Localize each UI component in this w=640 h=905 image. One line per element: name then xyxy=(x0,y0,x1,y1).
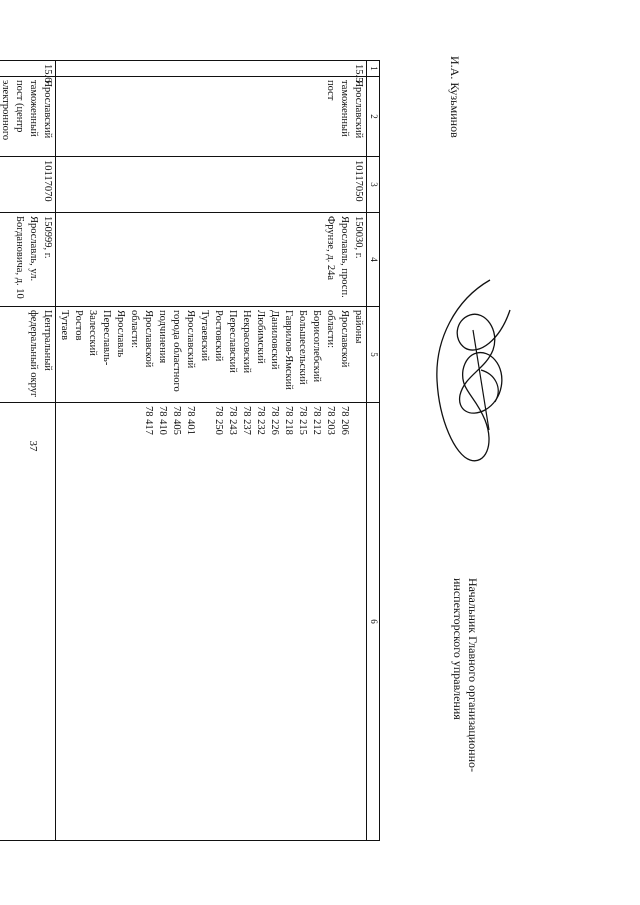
list-item: Ростов xyxy=(73,310,84,341)
list-item: Некрасовский xyxy=(241,310,252,374)
territory-names xyxy=(56,307,366,402)
list-item: Любимский xyxy=(255,310,266,364)
code-item: 78 212 xyxy=(311,406,322,435)
code-item: 78 243 xyxy=(227,406,238,435)
header-row xyxy=(367,61,380,841)
post-name: Ярославский таможенный пост xyxy=(56,77,367,157)
list-item: Ярославль xyxy=(115,310,126,358)
post-address: 150999, г. Ярославль, ул. Богдановича, д. 10 xyxy=(0,213,56,307)
code-list xyxy=(141,406,365,837)
list-item: Большесельский xyxy=(297,310,308,385)
code-item: 78 218 xyxy=(283,406,294,435)
row-number: 15.5 xyxy=(56,61,367,77)
post-code: 10117070 xyxy=(0,157,56,213)
oktmo-codes xyxy=(56,403,367,841)
header-cell: 3 xyxy=(367,157,380,213)
code-item: 78 237 xyxy=(241,406,252,435)
rotated-table-frame xyxy=(0,60,380,840)
code-item: 78 215 xyxy=(297,406,308,435)
list-item: Борисоглебский xyxy=(311,310,322,383)
header-cell: 6 xyxy=(367,403,380,841)
code-item: 78 203 xyxy=(325,406,336,435)
customs-table xyxy=(0,60,380,841)
list-item: Тутаев xyxy=(59,310,70,341)
header-cell: 2 xyxy=(367,77,380,157)
list-item: Тутаевский xyxy=(199,310,210,362)
header-cell: 5 xyxy=(367,307,380,403)
signatory-title: Начальник Главного организационно-инспекторского управления xyxy=(451,578,480,773)
post-code: 10117050 xyxy=(56,157,367,213)
territory-list xyxy=(56,307,367,403)
table-row xyxy=(0,61,56,841)
code-item: 78 206 xyxy=(339,406,350,435)
territory-region: Центральный федеральный округ xyxy=(0,307,56,403)
list-item: Гаврилов-Ямский xyxy=(283,310,294,390)
signatory-name: И.А. Кузьминов xyxy=(448,56,462,138)
code-item: 78 226 xyxy=(269,406,280,435)
code-item: 78 250 xyxy=(213,406,224,435)
code-item: 78 417 xyxy=(143,406,154,435)
row-number: 15.6 xyxy=(0,61,56,77)
header-cell: 1 xyxy=(367,61,380,77)
list-item: Переславль-Залесский xyxy=(87,310,112,366)
districts-title: районы Ярославской области: xyxy=(325,310,364,368)
handwritten-signature xyxy=(415,270,525,470)
table-row xyxy=(56,61,367,841)
page-number: 37 xyxy=(27,440,39,452)
cities-title: города областного подчинения Ярославской области: xyxy=(129,310,182,392)
code-item: 78 232 xyxy=(255,406,266,435)
code-item: 78 401 xyxy=(185,406,196,435)
oktmo-codes-empty xyxy=(0,403,56,841)
list-item: Ярославский xyxy=(185,310,196,369)
list-item: Переславский xyxy=(227,310,238,373)
post-name: Ярославский таможенный пост (центр электронного xyxy=(0,77,56,157)
code-item: 78 405 xyxy=(171,406,182,435)
code-item: 78 410 xyxy=(157,406,168,435)
list-item: Ростовский xyxy=(213,310,224,362)
post-address: 150030, г. Ярославль, просп. Фрунзе, д. 24а xyxy=(56,213,367,307)
header-cell: 4 xyxy=(367,213,380,307)
list-item: Даниловский xyxy=(269,310,280,370)
